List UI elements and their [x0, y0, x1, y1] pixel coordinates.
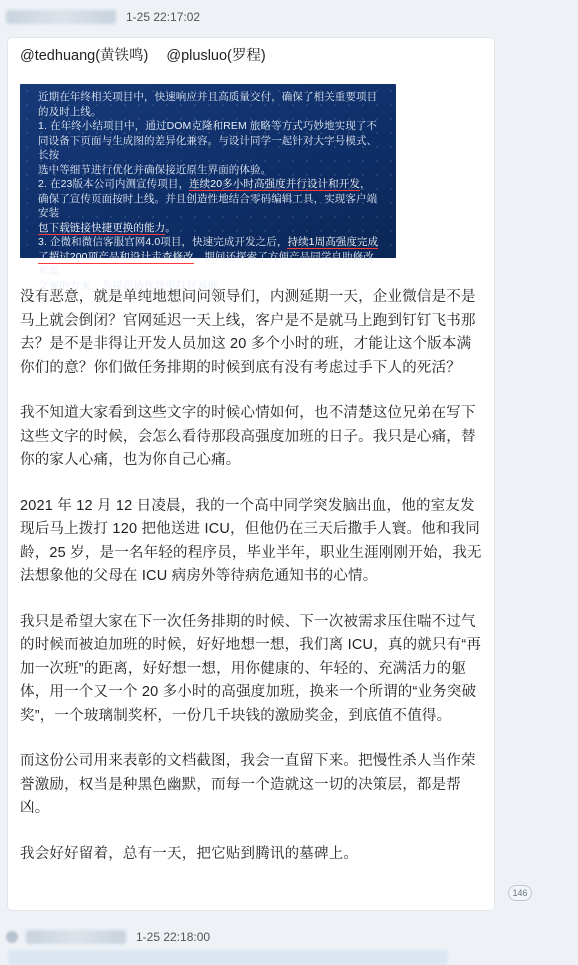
document-screenshot-image[interactable]	[20, 84, 396, 292]
next-message-bubble-redacted	[8, 950, 448, 965]
message-paragraph: 没有恶意，就是单纯地想问问领导们，内测延期一天，企业微信是不是马上就会倒闭？官网延迟一天上线，客户是不是就马上跑到钉钉飞书那去？是不是非得让开发人员加这 20 多个小时的班，才能让这个版本满你们的意？你们做任务排期的时候到底有没有考虑过手下人的死活？	[20, 289, 476, 376]
doc-highlight: 包下载链接快捷更换的能力	[38, 221, 166, 234]
doc-line: 同设备下页面与生成图的差异化兼容。与设计同学一起针对大字号模式、长按	[38, 134, 378, 161]
message-paragraph: 我会好好留着，总有一天，把它贴到腾讯的墓碑上。	[20, 845, 359, 862]
message-meta-bottom	[6, 926, 210, 948]
message-paragraph: 而这份公司用来表彰的文档截图，我会一直留下来。把慢性杀人当作荣誉激励，权当是种黑色幽默，而每一个造就这一切的决策层，都是帮凶。	[20, 753, 476, 816]
reply-count-badge[interactable]: 146	[508, 885, 532, 901]
message-meta-top	[6, 6, 200, 28]
doc-line: 的及时上线。	[38, 105, 102, 118]
doc-line: 近期在年终相关项目中，快速响应并且高质量交付，确保了相关重要项目	[38, 91, 378, 103]
message-paragraph: 我不知道大家看到这些文字的时候心情如何，也不清楚这位兄弟在写下这些文字的时候，会怎么看待那段高强度加班的日子。我只是心痛，替你的家人心痛，也为你自己心痛。	[20, 405, 476, 468]
doc-line: 确保了宣传页面按时上线。并且创造性地结合零码编辑工具，实现客户端安装	[38, 192, 378, 219]
doc-line: 3. 企微和微信客服官网4.0项目，快速完成开发之后，持续1周高强度完成	[38, 236, 379, 248]
doc-line: 包下载链接快捷更换的能力。	[38, 221, 176, 234]
sender-name-redacted	[26, 930, 126, 944]
mentions-line	[20, 46, 484, 66]
message-timestamp: 1-25 22:17:02	[126, 10, 201, 24]
doc-line: 1. 在年终小结项目中，通过DOM克隆和REM 旅略等方式巧妙地实现了不	[38, 120, 378, 132]
mention-tedhuang[interactable]: @tedhuang(黄铁鸣)	[20, 48, 149, 64]
message-bubble	[8, 38, 494, 910]
doc-line: 选中等细节进行优化并确保接近原生界面的体验。	[38, 163, 272, 176]
doc-line: 文案的方案，为提高协作效率打好基础。	[38, 279, 229, 292]
message-paragraph: 2021 年 12 月 12 日凌晨，我的一个高中同学突发脑出血，他的室友发现后马上拨打 120 把他送进 ICU，但他仍在三天后撒手人寰。他和我同龄，25 岁，是一名年轻的程序员，毕业半年，职业生涯刚刚开始，我无法想象他的父母在 ICU 病房外等待病危通知书的心情。	[20, 497, 482, 584]
message-timestamp: 1-25 22:18:00	[136, 930, 211, 944]
doc-line: 2. 在23版本公司内测宣传项目，连续20多小时高强度并行设计和开发，	[38, 178, 371, 190]
doc-highlight: 连续20多小时高强度并行设计和开发	[189, 178, 360, 190]
doc-highlight: 了超过200项产品和设计走查修改	[38, 250, 194, 263]
doc-line: 了超过200项产品和设计走查修改，期间还探索了方便产品同学自助修改页面	[38, 250, 374, 277]
sender-avatar-redacted	[6, 931, 18, 943]
doc-highlight: 持续1周高强度完成	[287, 236, 379, 248]
message-paragraph: 我只是希望大家在下一次任务排期的时候、下一次被需求压住喘不过气的时候而被迫加班的时候，好好地想一想，我们离 ICU，真的就只有“再加一次班”的距离，好好想一想，用你健康的、年轻的、充满活力的躯体，用一个又一个 20 多小时的高强度加班，换来一个所谓的“业务突破奖”，一个玻璃制奖杯，一份几千块钱的激励奖金，到底值不值得。	[20, 613, 482, 724]
sender-name-redacted	[6, 10, 116, 24]
mention-plusluo[interactable]: @plusluo(罗程)	[166, 48, 266, 64]
